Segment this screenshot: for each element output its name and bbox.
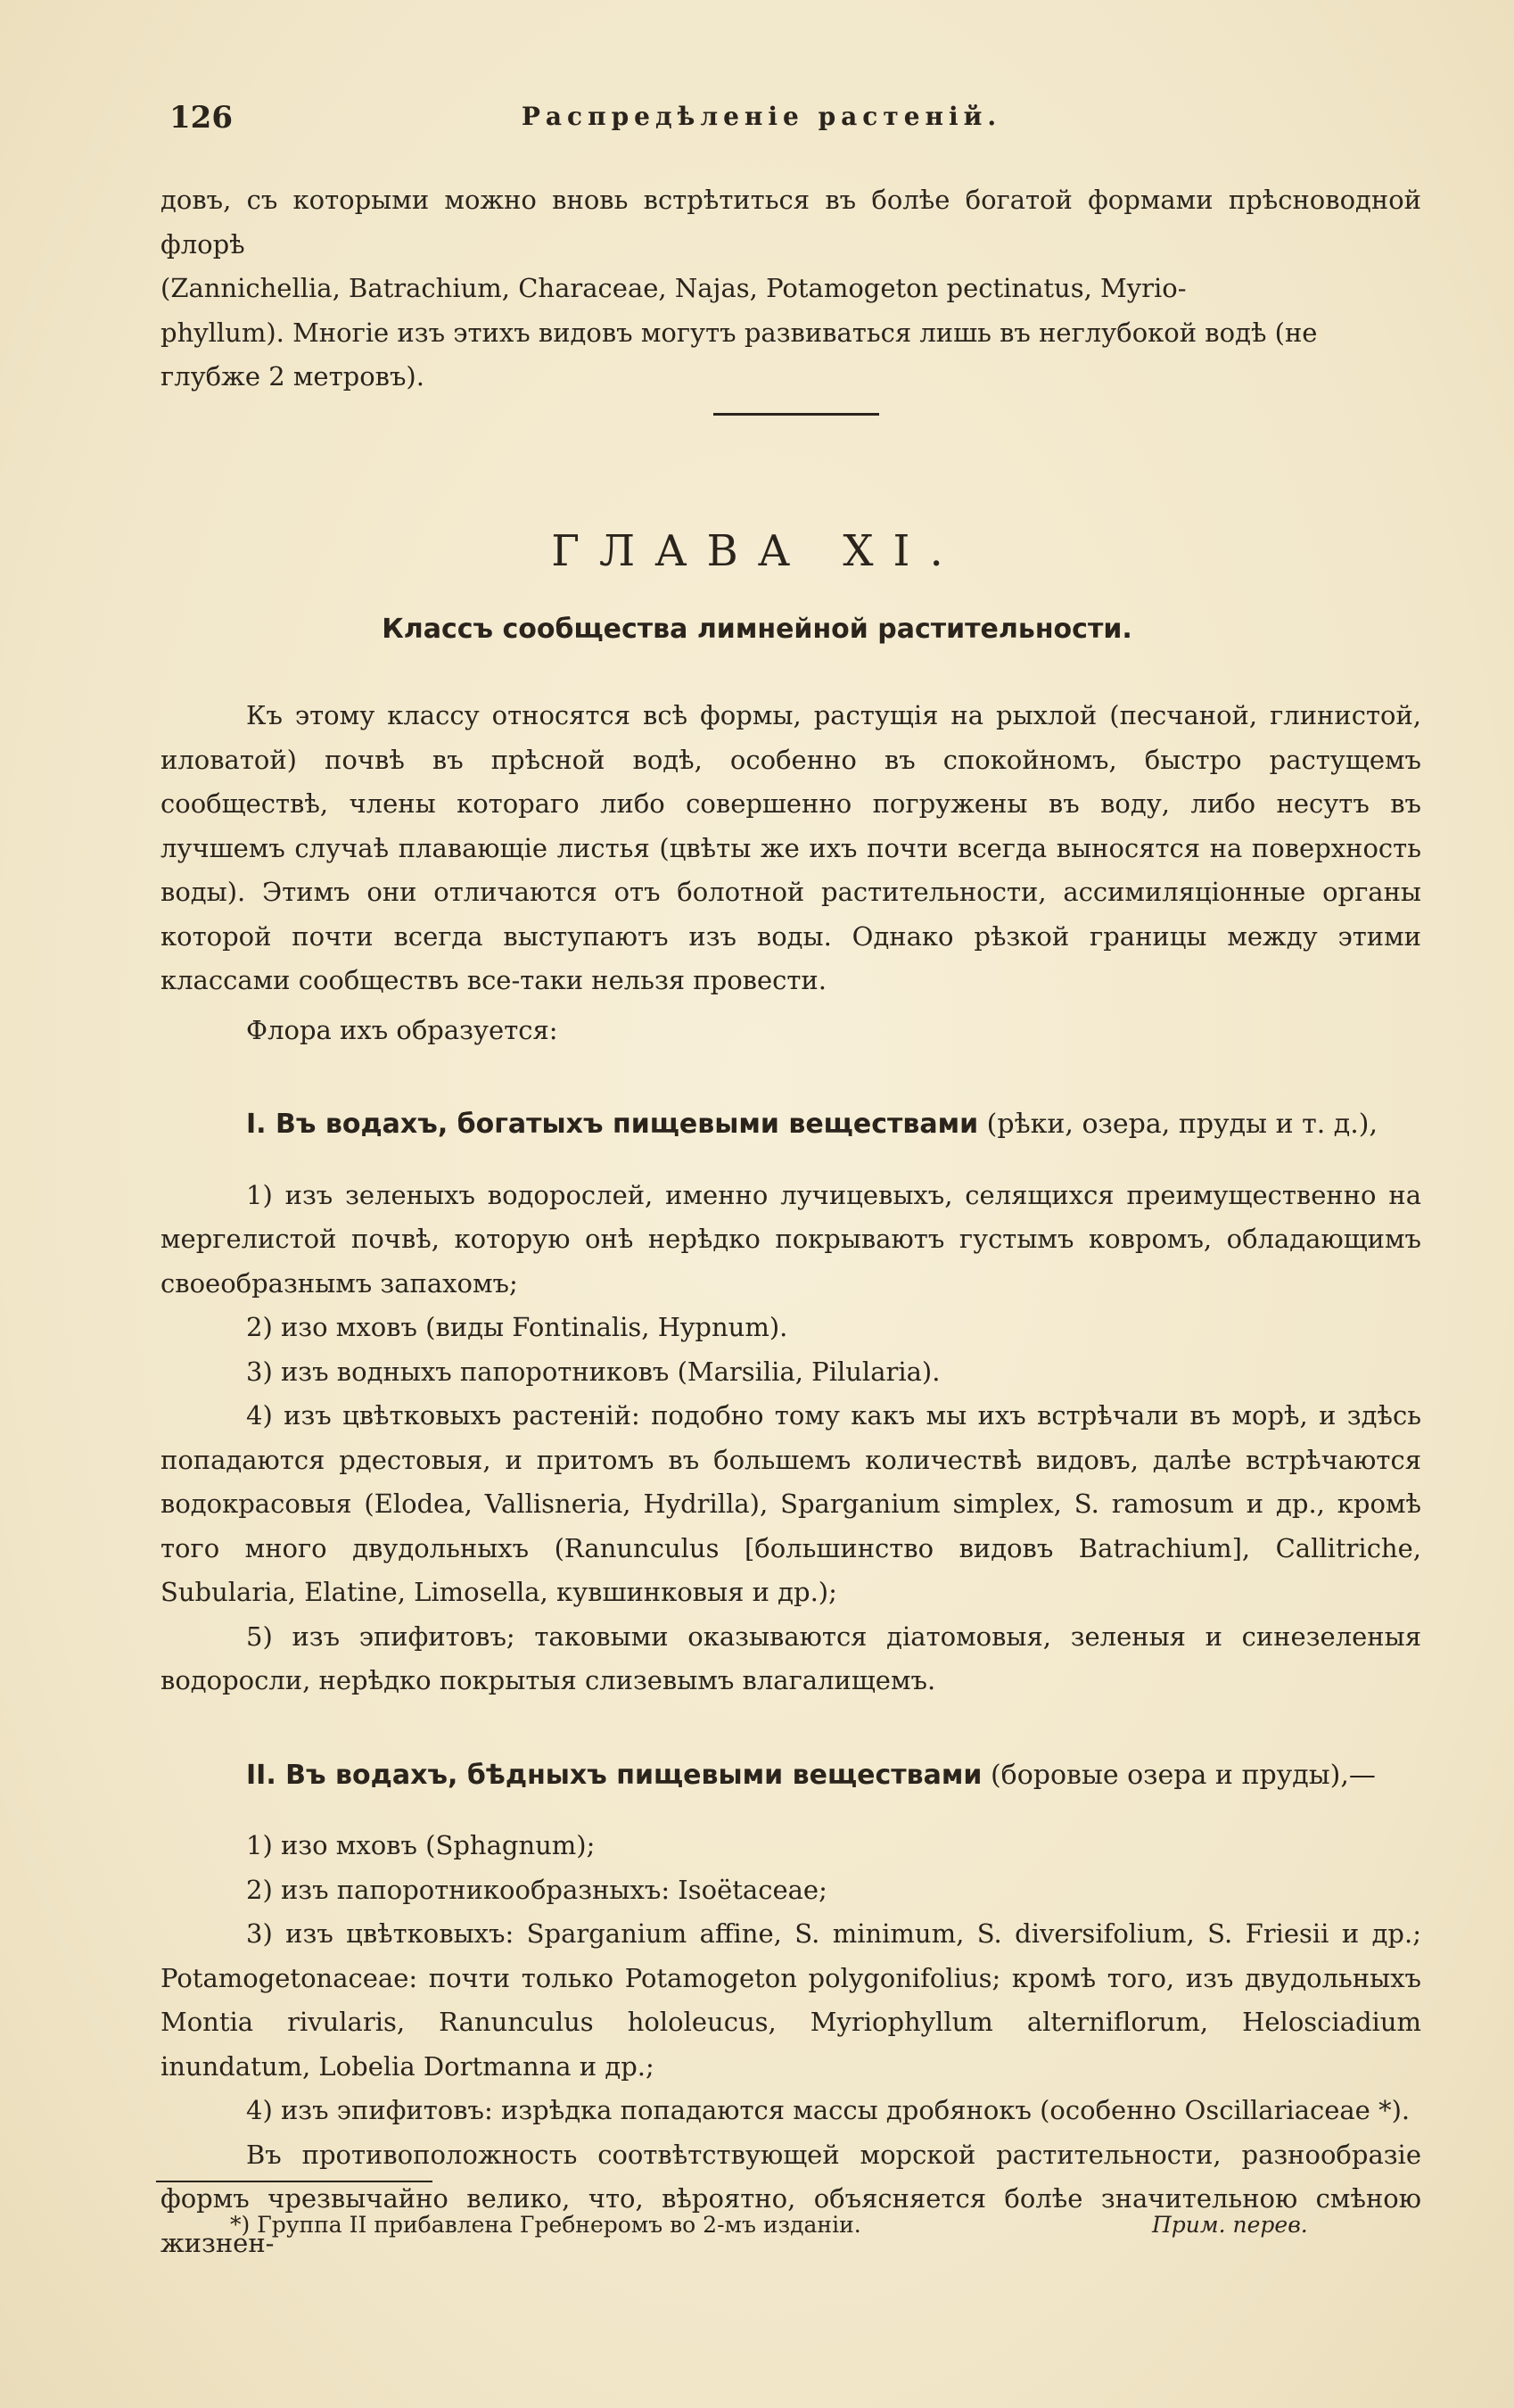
footnote-divider bbox=[156, 2181, 432, 2182]
list-item: 3) изъ водныхъ папоротниковъ (Marsilia, Pilularia). bbox=[246, 1356, 941, 1387]
list-item: 1) изо мховъ (Sphagnum); bbox=[246, 1830, 596, 1860]
page-number: 126 bbox=[169, 100, 233, 136]
list-item: 5) изъ эпифитовъ; таковыми оказываются діатомовыя, зеленыя и синезеленыя водоросли, нерѣдко покрытыя слизевымъ влагалищемъ. bbox=[160, 1620, 1421, 1695]
intro-line: phyllum). Многіе изъ этихъ видовъ могутъ развиваться лишь въ неглубокой водѣ (не bbox=[160, 317, 1318, 348]
chapter-title: ГЛАВА XI. bbox=[551, 526, 963, 576]
group-heading-1-bold: I. Въ водахъ, богатыхъ пищевыми веществами bbox=[246, 1109, 979, 1140]
group-heading-1 bbox=[160, 1102, 1421, 1147]
intro-line: (Zannichellia, Batrachium, Characeae, Najas, Potamogeton pectinatus, Myrio- bbox=[160, 273, 1187, 303]
footnote-note: Прим. перев. bbox=[1152, 2212, 1308, 2238]
body-text bbox=[160, 694, 1421, 2265]
running-head: Распредѣленіе растеній. bbox=[521, 102, 1002, 131]
list-item: 2) изъ папоротникообразныхъ: Isoëtaceae; bbox=[246, 1874, 827, 1905]
group-heading-1-rest: (рѣки, озера, пруды и т. д.), bbox=[978, 1109, 1378, 1140]
paragraph: Въ противоположность соотвѣтствующей морской растительности, разнообразіе формъ чрезвычайно велико, что, вѣроятно, объясняется болѣе значительною смѣною жизнен- bbox=[160, 2139, 1421, 2258]
list-item: 2) изо мховъ (виды Fontinalis, Hypnum). bbox=[246, 1312, 788, 1342]
intro-line: глубже 2 метровъ). bbox=[160, 361, 424, 392]
page-header bbox=[169, 100, 1354, 136]
group-heading-2-rest: (боровые озера и пруды),— bbox=[982, 1759, 1376, 1791]
intro-paragraph bbox=[160, 178, 1421, 400]
group-heading-2 bbox=[160, 1753, 1421, 1798]
footnote-text: *) Группа II прибавлена Гребнеромъ во 2-мъ изданіи. bbox=[230, 2212, 861, 2238]
paragraph: Флора ихъ образуется: bbox=[246, 1014, 558, 1045]
list-item: 4) изъ цвѣтковыхъ растеній: подобно тому какъ мы ихъ встрѣчали въ морѣ, и здѣсь попадаются рдестовыя, и притомъ въ большемъ количествѣ видовъ, далѣе встрѣчаются водокрасовыя (Elodea, Vallisneria, Hydrilla), Sparganium simplex, S. ramosum и др., кромѣ того много двудольныхъ (Ranunculus [большинство видовъ Batrachium], Callitriche, Subularia, Elatine, Limosella, кувшинковыя и др.); bbox=[160, 1400, 1421, 1607]
list-item: 1) изъ зеленыхъ водорослей, именно лучицевыхъ, селящихся преимущественно на мергелистой почвѣ, которую онѣ нерѣдко покрываютъ густымъ ковромъ, обладающимъ своеобразнымъ запахомъ; bbox=[160, 1179, 1421, 1299]
list-item: 4) изъ эпифитовъ: изрѣдка попадаются массы дробянокъ (особенно Oscillariaceae *). bbox=[246, 2095, 1411, 2125]
list-item: 3) изъ цвѣтковыхъ: Sparganium affine, S. minimum, S. diversifolium, S. Friesii и др.; Potamogetonaceae: почти только Potamogeton polygonifolius; кромѣ того, изъ двудольныхъ Montia rivularis, Ranunculus hololeucus, Myriophyllum alterniflorum, Helosciadium inundatum, Lobelia Dortmanna и др.; bbox=[160, 1918, 1421, 2082]
section-title: Классъ сообщества лимнейной растительности. bbox=[382, 614, 1132, 645]
paragraph: Къ этому классу относятся всѣ формы, растущія на рыхлой (песчаной, глинистой, иловатой) почвѣ въ прѣсной водѣ, особенно въ спокойномъ, быстро растущемъ сообществѣ, члены котораго либо совершенно погружены въ воду, либо несутъ въ лучшемъ случаѣ плавающіе листья (цвѣты же ихъ почти всегда выносятся на поверхность воды). Этимъ они отличаются отъ болотной растительности, ассимиляціонные органы которой почти всегда выступаютъ изъ воды. Однако рѣзкой границы между этими классами сообществъ все-таки нельзя провести. bbox=[160, 700, 1421, 995]
section-divider bbox=[713, 413, 879, 416]
intro-line: довъ, съ которыми можно вновь встрѣтиться въ болѣе богатой формами прѣсноводной флорѣ bbox=[160, 185, 1421, 260]
group-heading-2-bold: II. Въ водахъ, бѣдныхъ пищевыми веществами bbox=[246, 1759, 983, 1791]
